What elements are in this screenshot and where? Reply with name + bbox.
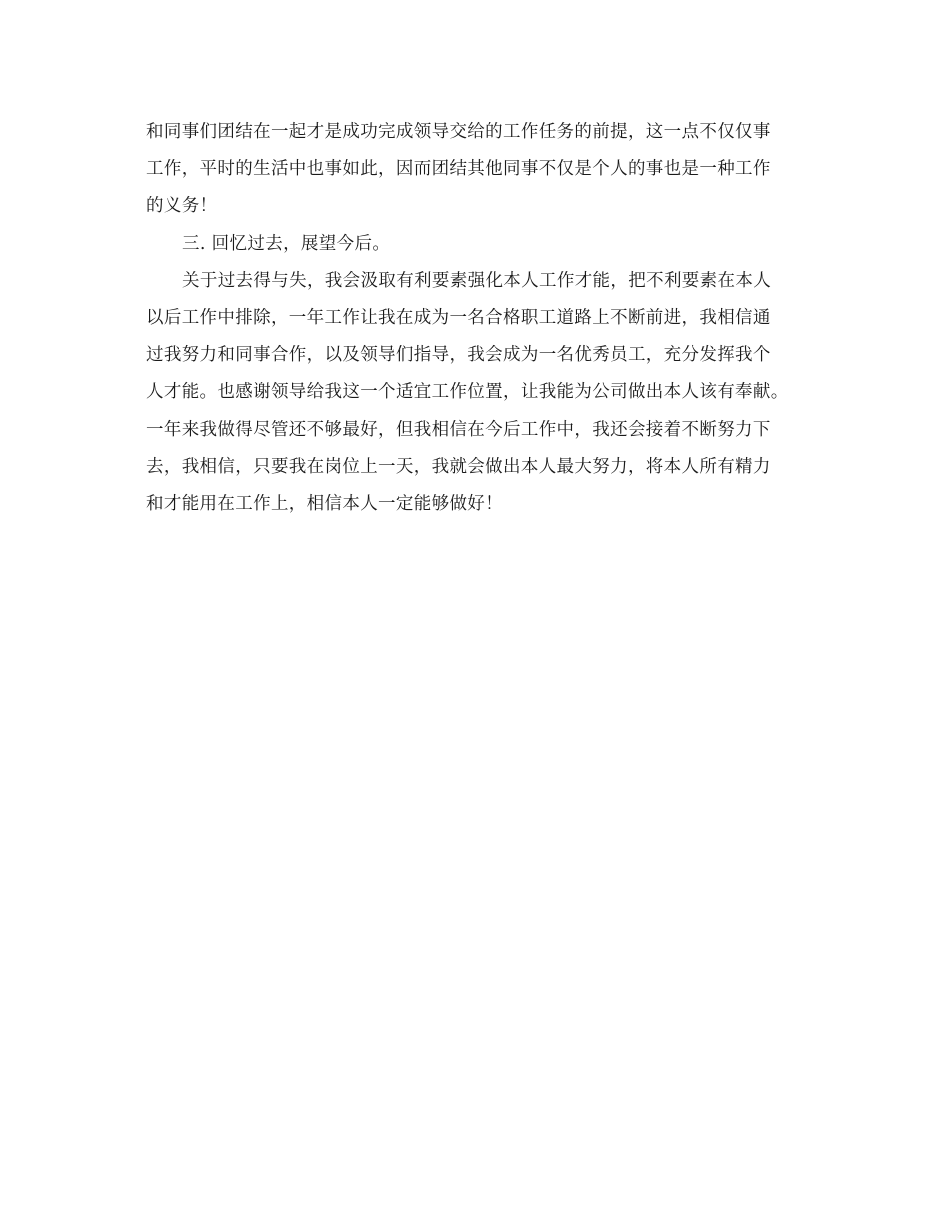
paragraph-line: 工作，平时的生活中也事如此，因而团结其他同事不仅是个人的事也是一种工作 [146,159,771,180]
paragraph-line: 和同事们团结在一起才是成功完成领导交给的工作任务的前提，这一点不仅仅事 [146,122,771,142]
document-body [146,114,810,523]
paragraph-line: 的义务！ [146,196,218,217]
paragraph-line: 一年来我做得尽管还不够最好，但我相信在今后工作中，我还会接着不断努力下 [146,419,771,440]
paragraph-line: 过我努力和同事合作，以及领导们指导，我会成为一名优秀员工，充分发挥我个 [146,345,771,366]
paragraph-line: 人才能。也感谢领导给我这一个适宜工作位置，让我能为公司做出本人该有奉献。 [146,382,789,403]
paragraph-line: 以后工作中排除，一年工作让我在成为一名合格职工道路上不断前进，我相信通 [146,307,771,328]
paragraph-line: 关于过去得与失，我会汲取有利要素强化本人工作才能，把不利要素在本人 [182,270,772,291]
paragraph-line: 去，我相信，只要我在岗位上一天，我就会做出本人最大努力，将本人所有精力 [146,456,771,477]
section-heading: 三. 回忆过去，展望今后。 [182,233,391,254]
paragraph-line: 和才能用在工作上，相信本人一定能够做好！ [146,493,503,514]
